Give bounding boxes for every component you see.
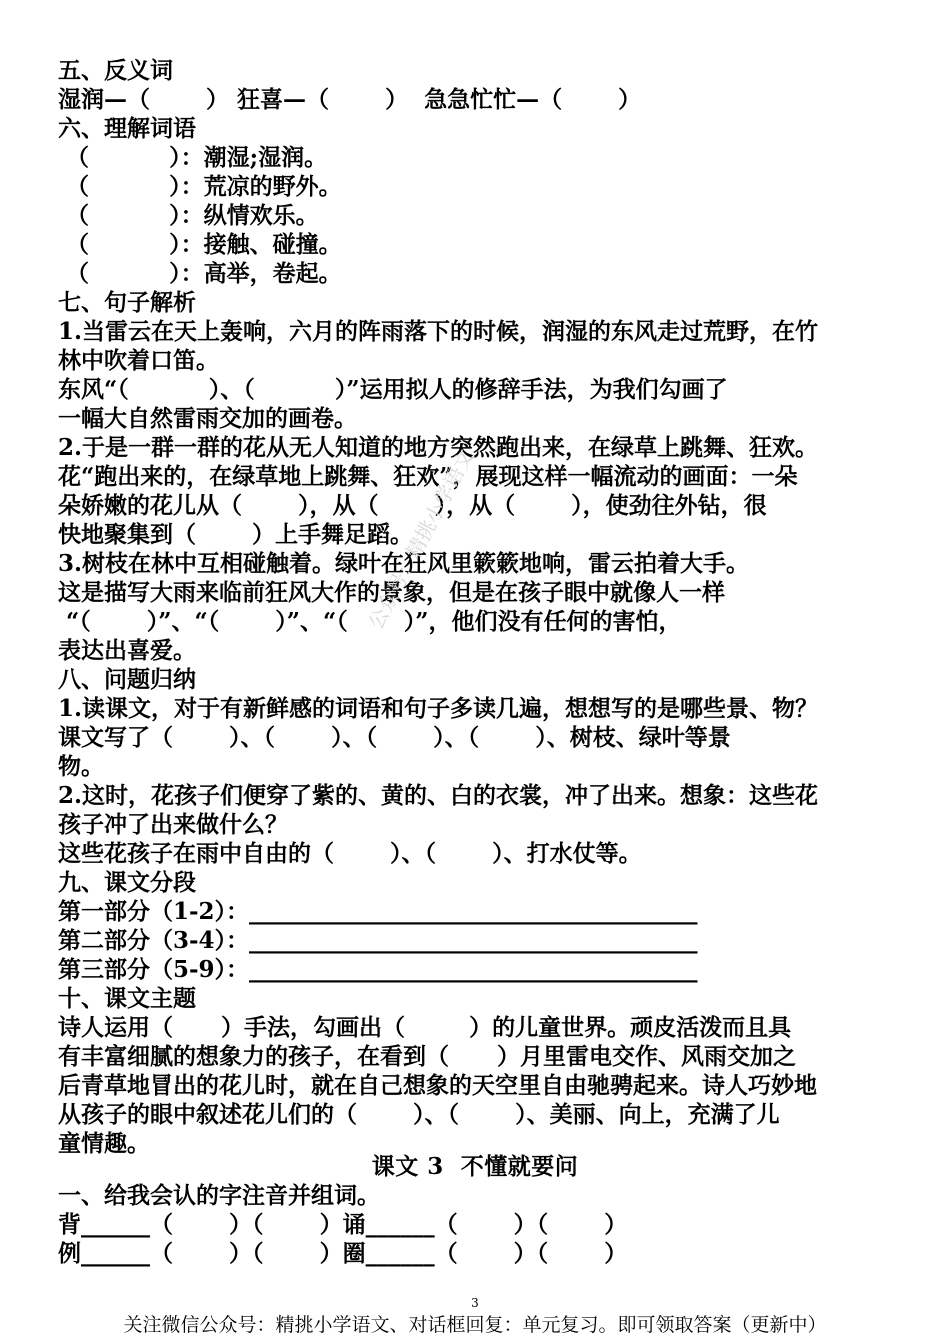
footer-note: 关注微信公众号：精挑小学语文、对话框回复：单元复习。即可领取答案（更新中） bbox=[123, 1314, 827, 1336]
text-line: 花“跑出来的，在绿草地上跳舞、狂欢”，展现这样一幅流动的画面：一朵 bbox=[58, 463, 798, 490]
section-ten-heading: 十、课文主题 bbox=[58, 985, 196, 1012]
text-line: 2.于是一群一群的花从无人知道的地方突然跑出来，在绿草上跳舞、狂欢。 bbox=[58, 434, 819, 461]
text-line: 3.树枝在林中互相碰触着。绿叶在狂风里簌簌地响，雷云拍着大手。 bbox=[58, 550, 750, 577]
section-five-heading: 五、反义词 bbox=[58, 57, 173, 84]
text-line: 林中吹着口笛。 bbox=[58, 347, 219, 374]
text-line: 1.读课文，对于有新鲜感的词语和句子多读几遍，想想写的是哪些景、物？ bbox=[58, 695, 819, 722]
text-line: 诗人运用（ ）手法，勾画出（ ）的儿童世界。顽皮活泼而且具 bbox=[58, 1014, 792, 1041]
text-line: 东风“（ ）、（ ）”运用拟人的修辞手法，为我们勾画了 bbox=[58, 376, 728, 403]
paragraph-division-line: 第三部分（5-9）：_______________________________________ bbox=[58, 956, 698, 983]
page-number: 3 bbox=[471, 1296, 479, 1310]
text-line: 孩子冲了出来做什么？ bbox=[58, 811, 288, 838]
text-line: 这是描写大雨来临前狂风大作的景象，但是在孩子眼中就像人一样 bbox=[58, 579, 725, 606]
paragraph-division-line: 第一部分（1-2）：_______________________________________ bbox=[58, 898, 698, 925]
text-line: 这些花孩子在雨中自由的（ ）、（ ）、打水仗等。 bbox=[58, 840, 642, 867]
section-eight-heading: 八、问题归纳 bbox=[58, 666, 196, 693]
pinyin-line: 例______（ ）（ ）圈______（ ）（ ） bbox=[58, 1240, 628, 1267]
text-line: 课文写了（ ）、（ ）、（ ）、（ ）、树枝、绿叶等景 bbox=[58, 724, 731, 751]
text-line: 后青草地冒出的花儿时，就在自己想象的天空里自由驰骋起来。诗人巧妙地 bbox=[58, 1072, 817, 1099]
text-line: 一幅大自然雷雨交加的画卷。 bbox=[58, 405, 357, 432]
vocab-line: （ ）：接触、碰撞。 bbox=[58, 231, 342, 258]
text-line: 2.这时，花孩子们便穿了紫的、黄的、白的衣裳，冲了出来。想象：这些花 bbox=[58, 782, 819, 809]
lesson-section-heading: 一、给我会认的字注音并组词。 bbox=[58, 1182, 380, 1209]
paragraph-division-line: 第二部分（3-4）：_______________________________________ bbox=[58, 927, 698, 954]
watermark: 公众号：精挑小学语文 bbox=[363, 445, 479, 634]
section-six-heading: 六、理解词语 bbox=[58, 115, 196, 142]
text-line: 有丰富细腻的想象力的孩子，在看到（ ）月里雷电交作、风雨交加之 bbox=[58, 1043, 797, 1070]
text-line: 快地聚集到（ ）上手舞足蹈。 bbox=[58, 521, 414, 548]
text-line: 表达出喜爱。 bbox=[58, 637, 196, 664]
vocab-line: （ ）：纵情欢乐。 bbox=[58, 202, 319, 229]
vocab-line: （ ）：高举，卷起。 bbox=[58, 260, 342, 287]
text-line: 物。 bbox=[58, 753, 104, 780]
text-line: 朵娇嫩的花儿从（ ），从（ ），从（ ），使劲往外钻，很 bbox=[58, 492, 767, 519]
antonym-line: 湿润—（ ） 狂喜—（ ） 急急忙忙—（ ） bbox=[58, 86, 642, 113]
text-line: 童情趣。 bbox=[58, 1130, 150, 1157]
vocab-line: （ ）：荒凉的野外。 bbox=[58, 173, 342, 200]
text-line: 1.当雷云在天上轰响，六月的阵雨落下的时候，润湿的东风走过荒野，在竹 bbox=[58, 318, 819, 345]
lesson-title: 课文 3 不懂就要问 bbox=[371, 1153, 579, 1180]
text-line: 从孩子的眼中叙述花儿们的（ ）、（ ）、美丽、向上，充满了儿 bbox=[58, 1101, 780, 1128]
section-nine-heading: 九、课文分段 bbox=[58, 869, 196, 896]
text-line: “（ ）”、“（ ）”、“（ ）”，他们没有任何的害怕， bbox=[58, 608, 682, 635]
vocab-line: （ ）：潮湿;湿润。 bbox=[58, 144, 328, 171]
section-seven-heading: 七、句子解析 bbox=[58, 289, 196, 316]
pinyin-line: 背______（ ）（ ）诵______（ ）（ ） bbox=[58, 1211, 628, 1238]
